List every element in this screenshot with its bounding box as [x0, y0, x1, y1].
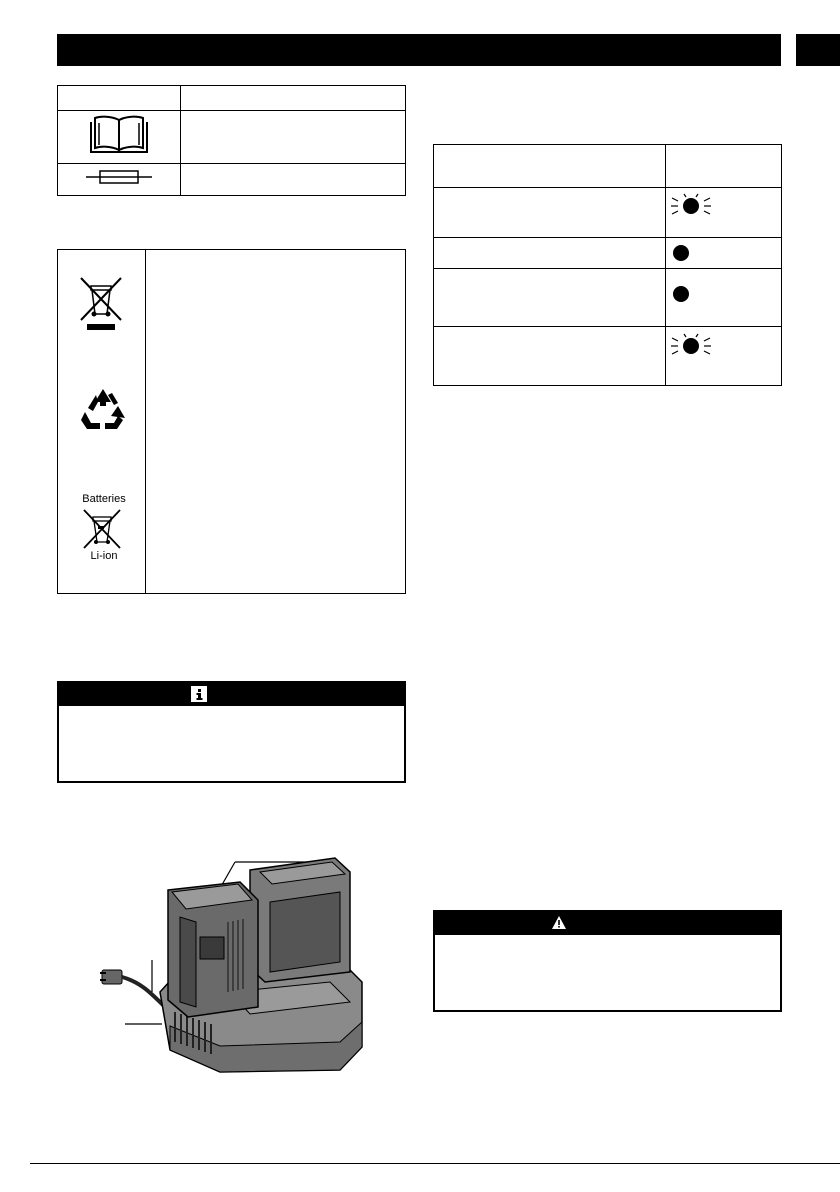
symbols-table	[57, 85, 406, 196]
led-header-cell	[434, 145, 666, 188]
fuse-icon	[84, 167, 154, 187]
led-status-table	[433, 144, 782, 386]
footer-rule	[30, 1163, 840, 1164]
led-condition-cell	[434, 269, 666, 327]
led-indicator-cell	[666, 327, 782, 386]
symbols-header-cell	[181, 86, 406, 111]
led-condition-cell	[434, 327, 666, 386]
led-header-cell	[666, 145, 782, 188]
warning-triangle-icon	[551, 915, 567, 930]
info-icon	[191, 686, 207, 702]
battery-top-label: Batteries	[82, 493, 126, 505]
led-indicator-cell	[666, 269, 782, 327]
led-indicator-cell	[666, 238, 782, 269]
warning-notice-header	[433, 910, 782, 935]
led-solid-icon	[673, 286, 689, 302]
weee-crossed-bin-icon	[79, 276, 123, 332]
symbol-description-cell	[181, 164, 406, 196]
battery-bottom-label: Li-ion	[90, 550, 118, 562]
led-solid-icon	[673, 245, 689, 261]
battery-bin-icon	[82, 508, 122, 550]
warning-notice-body	[433, 933, 782, 1012]
symbol-cell	[58, 111, 181, 164]
symbols-header-cell	[58, 86, 181, 111]
info-notice-body	[57, 704, 406, 783]
led-flashing-icon	[670, 192, 712, 220]
led-condition-cell	[434, 238, 666, 269]
symbol-description-cell	[181, 111, 406, 164]
led-indicator-cell	[666, 188, 782, 238]
dual-port-charger-illustration	[100, 842, 380, 1077]
disposal-table	[57, 249, 406, 594]
disposal-divider	[145, 250, 146, 593]
symbol-cell	[58, 164, 181, 196]
language-tab	[796, 34, 840, 66]
info-notice-header	[57, 681, 406, 706]
led-condition-cell	[434, 188, 666, 238]
led-flashing-icon	[670, 332, 712, 360]
manual-book-icon	[87, 114, 151, 156]
recycling-icon	[80, 386, 126, 432]
header-bar	[57, 34, 781, 66]
